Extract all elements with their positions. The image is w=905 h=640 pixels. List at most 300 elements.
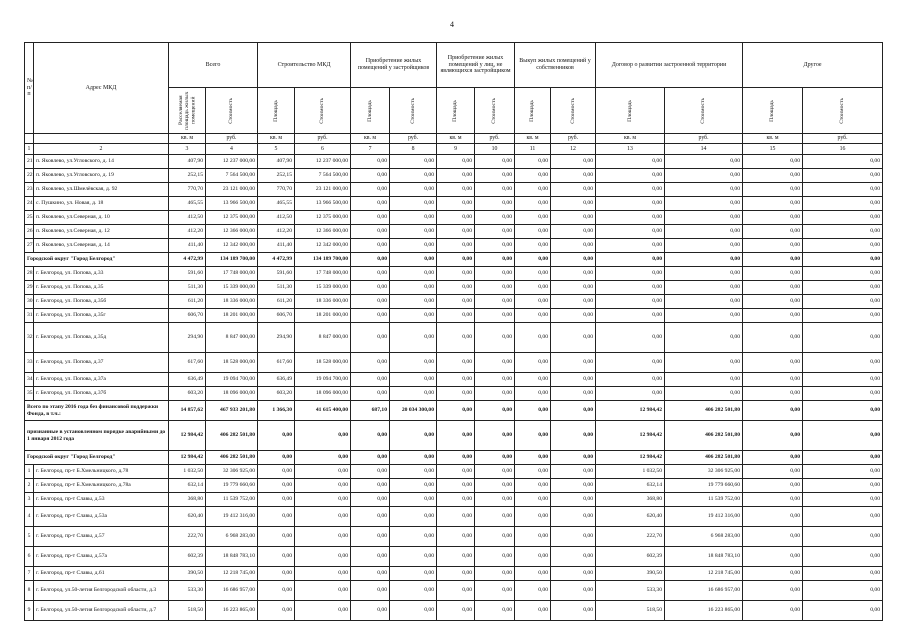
cost-value: 0,00 xyxy=(295,479,351,493)
area-value: 0,00 xyxy=(351,547,390,567)
header-resettled-area: Расселяемая площадь жилых помещений xyxy=(169,88,206,134)
area-value: 0,00 xyxy=(596,197,665,211)
row-address: с. Пушкино, ул. Новая, д. 18 xyxy=(34,197,169,211)
row-address: г. Белгород, ул. Попова, д.35 xyxy=(34,281,169,295)
cost-value: 12 237 000,00 xyxy=(295,155,351,169)
cost-value: 18 528 000,00 xyxy=(295,353,351,373)
cost-value: 0,00 xyxy=(803,239,883,253)
table-row xyxy=(25,183,883,197)
area-value: 617,60 xyxy=(169,353,206,373)
cost-value: 12 218 745,00 xyxy=(206,567,258,581)
cost-value: 0,00 xyxy=(803,601,883,621)
area-value: 0,00 xyxy=(351,323,390,353)
cost-value: 0,00 xyxy=(475,527,515,547)
cost-value: 0,00 xyxy=(665,295,743,309)
cost-value: 12 342 000,00 xyxy=(295,239,351,253)
header-group-buyout: Выкуп жилых помещений у собственников xyxy=(515,43,596,88)
unit-cost: руб. xyxy=(295,134,351,144)
area-value: 0,00 xyxy=(596,225,665,239)
cost-value: 11 539 752,00 xyxy=(665,493,743,507)
area-value: 0,00 xyxy=(351,295,390,309)
area-value: 0,00 xyxy=(437,581,475,601)
cost-value: 0,00 xyxy=(475,183,515,197)
table-row xyxy=(25,295,883,309)
area-value: 0,00 xyxy=(743,493,803,507)
area-value: 0,00 xyxy=(437,253,475,267)
table-row xyxy=(25,225,883,239)
area-value: 0,00 xyxy=(743,309,803,323)
unit-area: кв. м xyxy=(258,134,295,144)
area-value: 0,00 xyxy=(351,197,390,211)
cost-value: 0,00 xyxy=(551,387,596,401)
area-value: 687,10 xyxy=(351,401,390,421)
area-value: 411,40 xyxy=(169,239,206,253)
table-subtotal-row xyxy=(25,401,883,421)
row-index: 8 xyxy=(25,581,34,601)
row-address: п. Яковлево, ул.Шмелёвская, д. 92 xyxy=(34,183,169,197)
area-value: 0,00 xyxy=(258,567,295,581)
cost-value: 0,00 xyxy=(551,211,596,225)
header-cost: Стоимость xyxy=(295,88,351,134)
cost-value: 0,00 xyxy=(475,581,515,601)
cost-value: 0,00 xyxy=(665,353,743,373)
area-value: 0,00 xyxy=(437,239,475,253)
resettlement-table xyxy=(24,42,883,621)
cost-value: 6 968 283,00 xyxy=(665,527,743,547)
header-cost: Стоимость xyxy=(551,88,596,134)
cost-value: 0,00 xyxy=(475,225,515,239)
cost-value: 0,00 xyxy=(551,527,596,547)
area-value: 0,00 xyxy=(743,155,803,169)
area-value: 0,00 xyxy=(596,183,665,197)
area-value: 0,00 xyxy=(596,323,665,353)
cost-value: 12 366 000,00 xyxy=(295,225,351,239)
cost-value: 7 564 500,00 xyxy=(295,169,351,183)
row-index: 28 xyxy=(25,267,34,281)
cost-value: 0,00 xyxy=(551,601,596,621)
cost-value: 0,00 xyxy=(551,323,596,353)
area-value: 591,60 xyxy=(169,267,206,281)
table-row xyxy=(25,465,883,479)
area-value: 0,00 xyxy=(258,547,295,567)
cost-value: 0,00 xyxy=(803,253,883,267)
cost-value: 0,00 xyxy=(475,387,515,401)
cost-value: 0,00 xyxy=(390,601,437,621)
area-value: 611,20 xyxy=(258,295,295,309)
area-value: 0,00 xyxy=(515,479,551,493)
area-value: 0,00 xyxy=(515,225,551,239)
area-value: 0,00 xyxy=(596,253,665,267)
area-value: 0,00 xyxy=(515,547,551,567)
cost-value: 0,00 xyxy=(665,155,743,169)
area-value: 1 032,50 xyxy=(169,465,206,479)
row-index: 26 xyxy=(25,225,34,239)
row-address: г. Белгород, пр-т Славы, д.53 xyxy=(34,493,169,507)
area-value: 0,00 xyxy=(743,281,803,295)
header-cost: Стоимость xyxy=(475,88,515,134)
cost-value: 0,00 xyxy=(551,309,596,323)
cost-value: 16 686 957,00 xyxy=(665,581,743,601)
area-value: 14 857,62 xyxy=(169,401,206,421)
cost-value: 0,00 xyxy=(803,155,883,169)
area-value: 0,00 xyxy=(515,465,551,479)
cost-value: 0,00 xyxy=(475,211,515,225)
area-value: 0,00 xyxy=(515,197,551,211)
cost-value: 0,00 xyxy=(551,353,596,373)
row-address: г. Белгород, ул.50-летия Белгородской области, д.3 xyxy=(34,581,169,601)
cost-value: 0,00 xyxy=(390,197,437,211)
cost-value: 0,00 xyxy=(390,323,437,353)
area-value: 0,00 xyxy=(743,239,803,253)
area-value: 0,00 xyxy=(743,507,803,527)
cost-value: 0,00 xyxy=(665,225,743,239)
cost-value: 0,00 xyxy=(803,281,883,295)
cost-value: 0,00 xyxy=(665,387,743,401)
unit-area: кв. м xyxy=(169,134,206,144)
cost-value: 134 189 700,00 xyxy=(206,253,258,267)
area-value: 0,00 xyxy=(258,451,295,465)
area-value: 0,00 xyxy=(351,465,390,479)
row-index: 2 xyxy=(25,479,34,493)
area-value: 0,00 xyxy=(351,169,390,183)
table-body xyxy=(25,155,883,621)
cost-value: 0,00 xyxy=(475,421,515,451)
area-value: 511,30 xyxy=(258,281,295,295)
area-value: 390,50 xyxy=(169,567,206,581)
cost-value: 0,00 xyxy=(475,169,515,183)
area-value: 518,50 xyxy=(169,601,206,621)
area-value: 407,90 xyxy=(169,155,206,169)
area-value: 0,00 xyxy=(515,527,551,547)
area-value: 0,00 xyxy=(258,479,295,493)
cost-value: 0,00 xyxy=(803,421,883,451)
cost-value: 18 336 000,00 xyxy=(295,295,351,309)
cost-value: 18 096 000,00 xyxy=(295,387,351,401)
row-address: г. Белгород, ул. Попова, д.35г xyxy=(34,309,169,323)
cost-value: 0,00 xyxy=(475,155,515,169)
row-address: г. Белгород, ул.50-летия Белгородской области, д.7 xyxy=(34,601,169,621)
area-value: 0,00 xyxy=(596,373,665,387)
table-row xyxy=(25,267,883,281)
cost-value: 0,00 xyxy=(803,373,883,387)
area-value: 0,00 xyxy=(437,281,475,295)
area-value: 0,00 xyxy=(258,493,295,507)
area-value: 603,20 xyxy=(258,387,295,401)
row-index: 23 xyxy=(25,183,34,197)
cost-value: 12 375 000,00 xyxy=(295,211,351,225)
column-number: 11 xyxy=(515,144,551,155)
column-number: 13 xyxy=(596,144,665,155)
row-address: г. Белгород, пр-т Б.Хмельницкого, д.78 xyxy=(34,465,169,479)
column-number: 2 xyxy=(34,144,169,155)
cost-value: 12 366 000,00 xyxy=(206,225,258,239)
cost-value: 18 201 000,00 xyxy=(295,309,351,323)
area-value: 412,20 xyxy=(258,225,295,239)
area-value: 0,00 xyxy=(515,507,551,527)
row-index: 27 xyxy=(25,239,34,253)
area-value: 636,49 xyxy=(258,373,295,387)
cost-value: 16 223 865,00 xyxy=(665,601,743,621)
area-value: 4 472,99 xyxy=(258,253,295,267)
cost-value: 406 282 501,80 xyxy=(206,421,258,451)
area-value: 0,00 xyxy=(351,507,390,527)
area-value: 0,00 xyxy=(596,169,665,183)
cost-value: 0,00 xyxy=(295,493,351,507)
header-cost: Стоимость xyxy=(206,88,258,134)
cost-value: 32 306 925,00 xyxy=(206,465,258,479)
cost-value: 0,00 xyxy=(803,547,883,567)
cost-value: 0,00 xyxy=(551,197,596,211)
cost-value: 0,00 xyxy=(665,197,743,211)
area-value: 0,00 xyxy=(351,211,390,225)
area-value: 0,00 xyxy=(515,567,551,581)
area-value: 0,00 xyxy=(258,527,295,547)
row-index: 6 xyxy=(25,547,34,567)
cost-value: 0,00 xyxy=(390,239,437,253)
area-value: 12 984,42 xyxy=(169,451,206,465)
cost-value: 0,00 xyxy=(475,253,515,267)
area-value: 0,00 xyxy=(743,197,803,211)
area-value: 252,15 xyxy=(169,169,206,183)
cost-value: 0,00 xyxy=(475,373,515,387)
area-value: 620,40 xyxy=(596,507,665,527)
column-number: 5 xyxy=(258,144,295,155)
cost-value: 0,00 xyxy=(803,183,883,197)
row-address: п. Яковлево, ул.Северная, д. 10 xyxy=(34,211,169,225)
area-value: 0,00 xyxy=(437,479,475,493)
row-heading: Всего по этапу 2016 года без финансовой поддержки Фонда, в т.ч.: xyxy=(25,401,169,421)
area-value: 12 984,42 xyxy=(596,421,665,451)
row-index: 1 xyxy=(25,465,34,479)
header-cost: Стоимость xyxy=(803,88,883,134)
cost-value: 0,00 xyxy=(390,225,437,239)
header-group-developers: Приобретение жилых помещений у застройщиков xyxy=(351,43,437,88)
area-value: 0,00 xyxy=(515,323,551,353)
area-value: 0,00 xyxy=(743,465,803,479)
cost-value: 0,00 xyxy=(475,479,515,493)
cost-value: 19 779 660,60 xyxy=(206,479,258,493)
area-value: 606,70 xyxy=(258,309,295,323)
row-address: г. Белгород, пр-т Славы, д.57 xyxy=(34,527,169,547)
area-value: 617,60 xyxy=(258,353,295,373)
cost-value: 0,00 xyxy=(295,451,351,465)
area-value: 407,90 xyxy=(258,155,295,169)
cost-value: 0,00 xyxy=(475,451,515,465)
cost-value: 0,00 xyxy=(803,309,883,323)
row-address: г. Белгород, ул. Попова, д.35б xyxy=(34,295,169,309)
area-value: 0,00 xyxy=(258,601,295,621)
cost-value: 18 528 000,00 xyxy=(206,353,258,373)
header-address: Адрес МКД xyxy=(34,43,169,134)
area-value: 0,00 xyxy=(743,451,803,465)
table-subtotal-row xyxy=(25,451,883,465)
area-value: 0,00 xyxy=(596,155,665,169)
area-value: 0,00 xyxy=(515,155,551,169)
row-index: 30 xyxy=(25,295,34,309)
cost-value: 0,00 xyxy=(551,401,596,421)
cost-value: 15 339 000,00 xyxy=(206,281,258,295)
cost-value: 23 121 000,00 xyxy=(295,183,351,197)
cost-value: 0,00 xyxy=(390,281,437,295)
row-index: 25 xyxy=(25,211,34,225)
area-value: 0,00 xyxy=(258,507,295,527)
unit-cost: руб. xyxy=(665,134,743,144)
cost-value: 0,00 xyxy=(475,465,515,479)
cost-value: 0,00 xyxy=(803,323,883,353)
cost-value: 0,00 xyxy=(803,479,883,493)
table-row xyxy=(25,281,883,295)
area-value: 0,00 xyxy=(596,211,665,225)
row-index: 31 xyxy=(25,309,34,323)
row-index: 22 xyxy=(25,169,34,183)
cost-value: 0,00 xyxy=(551,507,596,527)
area-value: 0,00 xyxy=(351,451,390,465)
area-value: 0,00 xyxy=(596,353,665,373)
page-number: 4 xyxy=(450,20,454,29)
cost-value: 0,00 xyxy=(390,527,437,547)
cost-value: 0,00 xyxy=(665,373,743,387)
cost-value: 0,00 xyxy=(551,183,596,197)
header-row-groups xyxy=(25,43,883,88)
area-value: 0,00 xyxy=(596,239,665,253)
area-value: 0,00 xyxy=(437,387,475,401)
area-value: 0,00 xyxy=(743,267,803,281)
cost-value: 0,00 xyxy=(803,493,883,507)
unit-area: кв. м xyxy=(743,134,803,144)
area-value: 620,40 xyxy=(169,507,206,527)
cost-value: 0,00 xyxy=(390,421,437,451)
area-value: 0,00 xyxy=(743,373,803,387)
area-value: 0,00 xyxy=(596,281,665,295)
table-row xyxy=(25,353,883,373)
cost-value: 0,00 xyxy=(475,323,515,353)
area-value: 606,70 xyxy=(169,309,206,323)
area-value: 611,20 xyxy=(169,295,206,309)
column-number: 7 xyxy=(351,144,390,155)
row-index: 33 xyxy=(25,353,34,373)
row-address: п. Яковлево, ул.Северная, д. 12 xyxy=(34,225,169,239)
cost-value: 0,00 xyxy=(665,239,743,253)
area-value: 12 984,42 xyxy=(169,421,206,451)
header-row-units xyxy=(25,134,883,144)
table-row xyxy=(25,373,883,387)
cost-value: 0,00 xyxy=(390,465,437,479)
area-value: 0,00 xyxy=(743,323,803,353)
cost-value: 0,00 xyxy=(551,295,596,309)
area-value: 0,00 xyxy=(743,353,803,373)
area-value: 533,30 xyxy=(596,581,665,601)
area-value: 0,00 xyxy=(437,197,475,211)
table-row xyxy=(25,155,883,169)
area-value: 0,00 xyxy=(437,493,475,507)
row-index: 32 xyxy=(25,323,34,353)
cost-value: 0,00 xyxy=(551,567,596,581)
area-value: 0,00 xyxy=(743,479,803,493)
cost-value: 0,00 xyxy=(390,183,437,197)
cost-value: 17 748 000,00 xyxy=(206,267,258,281)
area-value: 0,00 xyxy=(515,493,551,507)
cost-value: 23 121 000,00 xyxy=(206,183,258,197)
area-value: 0,00 xyxy=(515,373,551,387)
cost-value: 32 306 925,00 xyxy=(665,465,743,479)
row-index: 34 xyxy=(25,373,34,387)
cost-value: 0,00 xyxy=(551,225,596,239)
cost-value: 0,00 xyxy=(803,211,883,225)
column-number: 12 xyxy=(551,144,596,155)
row-address: п. Яковлево, ул.Угловского, д. 19 xyxy=(34,169,169,183)
unit-cost: руб. xyxy=(551,134,596,144)
row-index: 29 xyxy=(25,281,34,295)
area-value: 0,00 xyxy=(515,421,551,451)
row-address: г. Белгород, ул. Попова, д.33 xyxy=(34,267,169,281)
table-row xyxy=(25,309,883,323)
cost-value: 0,00 xyxy=(803,387,883,401)
unit-area: кв. м xyxy=(351,134,390,144)
cost-value: 0,00 xyxy=(295,547,351,567)
area-value: 603,20 xyxy=(169,387,206,401)
area-value: 1 366,30 xyxy=(258,401,295,421)
area-value: 0,00 xyxy=(437,401,475,421)
cost-value: 0,00 xyxy=(551,281,596,295)
row-index: 5 xyxy=(25,527,34,547)
area-value: 770,70 xyxy=(169,183,206,197)
area-value: 0,00 xyxy=(351,183,390,197)
cost-value: 0,00 xyxy=(475,601,515,621)
row-address: г. Белгород, пр-т Славы, д.57а xyxy=(34,547,169,567)
column-number: 4 xyxy=(206,144,258,155)
cost-value: 0,00 xyxy=(295,527,351,547)
area-value: 0,00 xyxy=(743,211,803,225)
area-value: 0,00 xyxy=(437,421,475,451)
area-value: 412,50 xyxy=(258,211,295,225)
cost-value: 0,00 xyxy=(390,353,437,373)
cost-value: 0,00 xyxy=(390,253,437,267)
column-number: 9 xyxy=(437,144,475,155)
area-value: 591,60 xyxy=(258,267,295,281)
header-area: Площадь xyxy=(437,88,475,134)
area-value: 12 984,42 xyxy=(596,451,665,465)
cost-value: 0,00 xyxy=(665,281,743,295)
cost-value: 0,00 xyxy=(390,155,437,169)
table-row xyxy=(25,387,883,401)
table-row xyxy=(25,493,883,507)
area-value: 4 472,99 xyxy=(169,253,206,267)
area-value: 0,00 xyxy=(515,295,551,309)
cost-value: 0,00 xyxy=(475,493,515,507)
row-address: п. Яковлево, ул.Угловского, д. 14 xyxy=(34,155,169,169)
cost-value: 12 237 000,00 xyxy=(206,155,258,169)
cost-value: 18 096 000,00 xyxy=(206,387,258,401)
column-number: 3 xyxy=(169,144,206,155)
area-value: 511,30 xyxy=(169,281,206,295)
cost-value: 0,00 xyxy=(551,155,596,169)
area-value: 0,00 xyxy=(437,507,475,527)
unit-cost: руб. xyxy=(206,134,258,144)
cost-value: 467 933 201,80 xyxy=(206,401,258,421)
area-value: 0,00 xyxy=(351,353,390,373)
area-value: 0,00 xyxy=(743,547,803,567)
cost-value: 0,00 xyxy=(475,567,515,581)
cost-value: 8 847 000,00 xyxy=(295,323,351,353)
area-value: 0,00 xyxy=(258,465,295,479)
row-address: г. Белгород, ул. Попова, д.37 xyxy=(34,353,169,373)
header-group-development-contract: Договор о развитии застроенной территории xyxy=(596,43,743,88)
area-value: 533,30 xyxy=(169,581,206,601)
cost-value: 0,00 xyxy=(390,295,437,309)
cost-value: 0,00 xyxy=(803,197,883,211)
table-row xyxy=(25,567,883,581)
cost-value: 0,00 xyxy=(665,183,743,197)
